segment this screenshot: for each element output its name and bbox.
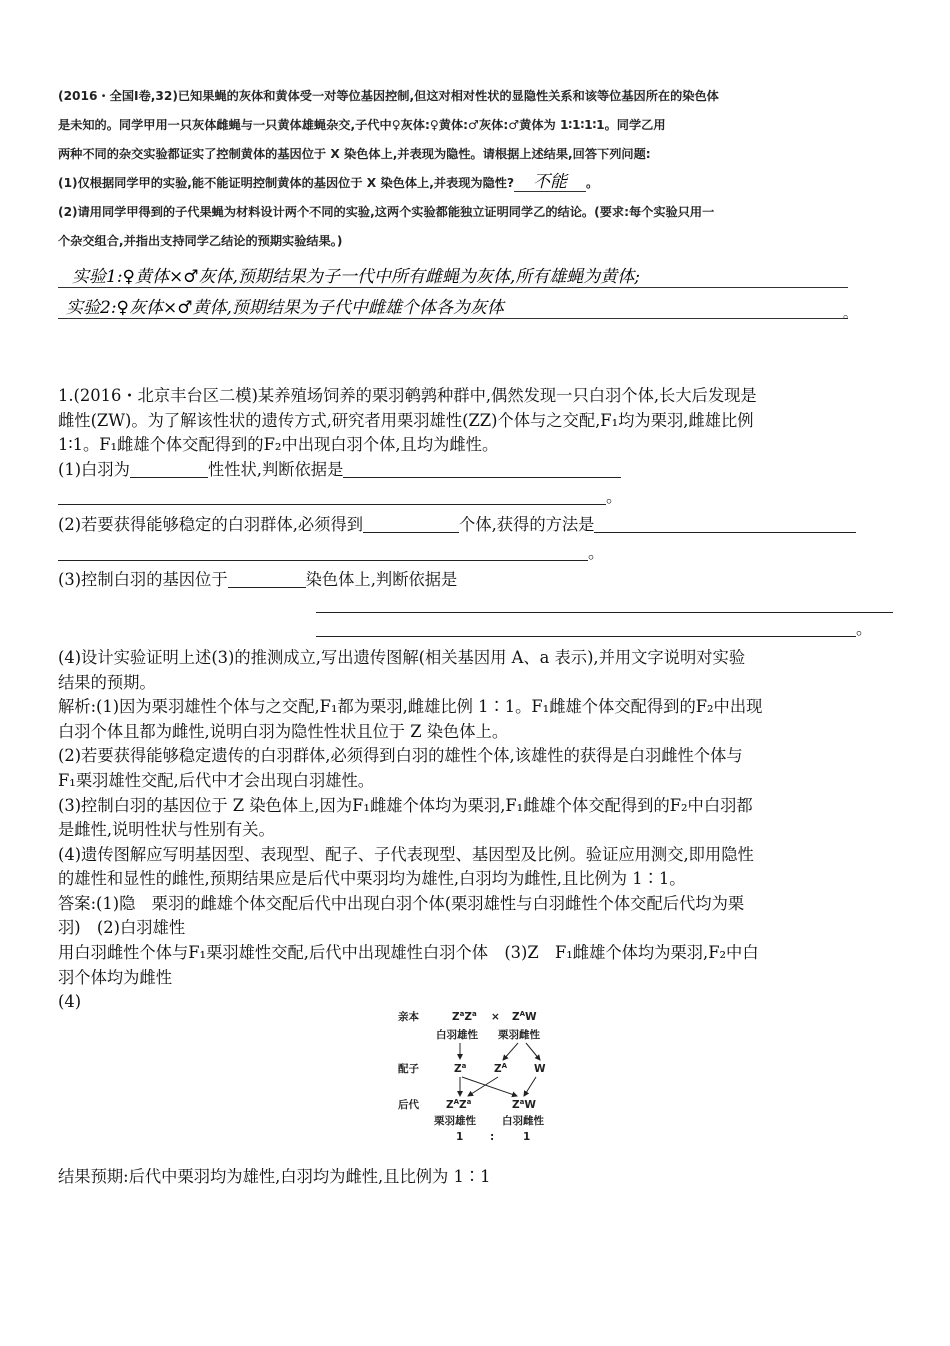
ratio-colon: : xyxy=(490,1131,495,1143)
offspring-2-phenotype: 白羽雌性 xyxy=(502,1115,544,1127)
parent-1-phenotype: 白羽雄性 xyxy=(436,1029,478,1041)
answer-3: 用白羽雌性个体与F₁栗羽雄性交配,后代中出现雄性白羽个体 (3)Z F₁雌雄个体均为栗羽,F₂中白 xyxy=(58,943,759,963)
sub-question-1: (1)白羽为 性性状,判断依据是 xyxy=(58,458,898,483)
genetic-cross-diagram xyxy=(390,1006,570,1146)
offspring-1-phenotype: 栗羽雄性 xyxy=(434,1115,476,1127)
offspring-2-genotype: $Z^aW$ xyxy=(512,1098,536,1111)
answer-4: 羽个体均为雌性 xyxy=(58,967,172,987)
blank-9[interactable] xyxy=(316,618,856,637)
scan-line-5: (2)请用同学甲得到的子代果蝇为材料设计两个不同的实验,这两个实验都能独立证明同学乙的结论。(要求:每个实验只用一 xyxy=(58,205,715,219)
sub-question-2: (2)若要获得能够稳定的白羽群体,必须得到 个体,获得的方法是 xyxy=(58,513,898,538)
scan-line-4: (1)仅根据同学甲的实验,能不能证明控制黄体的基因位于 X 染色体上,并表现为隐性? 不能 。 xyxy=(58,172,599,192)
analysis-1: 解析:(1)因为栗羽雄性个体与之交配,F₁都为栗羽,雌雄比例 1∶1。F₁雌雄个体交配得到的F₂中出现 xyxy=(58,697,763,717)
analysis-4: F₁栗羽雄性交配,后代中才会出现白羽雄性。 xyxy=(58,770,375,790)
blank-7[interactable] xyxy=(228,569,306,588)
analysis-5: (3)控制白羽的基因位于 Z 染色体上,因为F₁雌雄个体均为栗羽,F₁雌雄个体交配得到的F₂中白羽都 xyxy=(58,795,753,815)
analysis-7: (4)遗传图解应写明基因型、表现型、配子、子代表现型、基因型及比例。验证应用测交,即用隐性 xyxy=(58,844,754,864)
analysis-3: (2)若要获得能够稳定遗传的白羽群体,必须得到白羽的雄性个体,该雄性的获得是白羽雌性个体与 xyxy=(58,746,743,766)
hw-period: 。 xyxy=(843,306,857,322)
cross-symbol: × xyxy=(491,1011,500,1023)
sub-question-4: (4)设计实验证明上述(3)的推测成立,写出遗传图解(相关基因用 A、a 表示),并用文字说明对实验 xyxy=(58,647,746,667)
answer-2: 羽) (2)白羽雄性 xyxy=(58,918,186,938)
parent-2-genotype: $Z^AW$ xyxy=(512,1010,537,1023)
sub-question-3-cont2: 。 xyxy=(58,617,898,642)
result-prediction: 结果预期:后代中栗羽均为雄性,白羽均为雌性,且比例为 1∶1 xyxy=(58,1167,491,1186)
scanned-question xyxy=(58,82,858,256)
sub-question-3: (3)控制白羽的基因位于 染色体上,判断依据是 xyxy=(58,570,458,590)
blank-5[interactable] xyxy=(594,514,856,533)
scan-line-6: 个杂交组合,并指出支持同学乙结论的预期实验结果。) xyxy=(58,234,343,248)
analysis-8: 的雄性和显性的雌性,预期结果应是后代中栗羽均为雄性,白羽均为雌性,且比例为 1∶1。 xyxy=(58,869,686,889)
gamete-3: W xyxy=(534,1063,546,1075)
offspring-1-genotype: $Z^AZ^a$ xyxy=(446,1098,472,1111)
analysis-2: 白羽个体且都为雌性,说明白羽为隐性性状且位于 Z 染色体上。 xyxy=(58,721,509,741)
gamete-1: $Z^a$ xyxy=(454,1062,467,1075)
blank-3[interactable] xyxy=(58,486,606,505)
handwritten-experiment-2: 实验2:♀灰体×♂黄体,预期结果为子代中雌雄个体各为灰体 xyxy=(66,298,504,318)
blank-4[interactable] xyxy=(363,514,459,533)
gamete-label: 配子 xyxy=(398,1063,419,1075)
answer-5: (4) xyxy=(58,992,82,1012)
scan-line-3: 两种不同的杂交实验都证实了控制黄体的基因位于 X 染色体上,并表现为隐性。请根据上述结果,回答下列问题: xyxy=(58,147,651,161)
scan-line-1: (2016・全国Ⅰ卷,32)已知果蝇的灰体和黄体受一对等位基因控制,但这对相对性状的显隐性关系和该等位基因所在的染色体 xyxy=(58,89,719,103)
parent-2-phenotype: 栗羽雌性 xyxy=(498,1029,540,1041)
blank-2[interactable] xyxy=(343,459,621,478)
parent-label: 亲本 xyxy=(398,1011,419,1023)
question-2 xyxy=(58,384,898,1015)
answer-line-2 xyxy=(58,318,848,319)
blank-8[interactable] xyxy=(316,594,893,613)
handwritten-answer-1: 不能 xyxy=(514,173,586,192)
answer-1: 答案:(1)隐 栗羽的雌雄个体交配后代中出现白羽个体(栗羽雄性与白羽雌性个体交配后代均为栗 xyxy=(58,893,745,913)
sub-question-2-cont: 。 xyxy=(58,541,898,566)
intro-line-3: 1∶1。F₁雌雄个体交配得到的F₂中出现白羽个体,且均为雌性。 xyxy=(58,435,499,455)
analysis-6: 是雌性,说明性状与性别有关。 xyxy=(58,820,275,840)
sub-question-3-cont xyxy=(58,593,898,618)
ratio-right: 1 xyxy=(523,1131,531,1143)
ratio-left: 1 xyxy=(456,1131,464,1143)
answer-line-1 xyxy=(58,287,848,288)
blank-6[interactable] xyxy=(58,542,588,561)
handwritten-experiment-1: 实验1:♀黄体×♂灰体,预期结果为子一代中所有雌蝇为灰体,所有雄蝇为黄体; xyxy=(72,267,640,287)
scan-line-2: 是未知的。同学甲用一只灰体雌蝇与一只黄体雄蝇杂交,子代中♀灰体:♀黄体:♂灰体:♂黄体为 1∶1∶1∶1。同学乙用 xyxy=(58,118,666,132)
blank-1[interactable] xyxy=(130,459,208,478)
intro-line-1: 1.(2016・北京丰台区二模)某养殖场饲养的栗羽鹌鹑种群中,偶然发现一只白羽个体,长大后发现是 xyxy=(58,386,757,405)
gamete-2: $Z^A$ xyxy=(494,1062,508,1075)
offspring-label: 后代 xyxy=(398,1099,419,1111)
intro-line-2: 雌性(ZW)。为了解该性状的遗传方式,研究者用栗羽雄性(ZZ)个体与之交配,F₁均为栗羽,雌雄比例 xyxy=(58,410,754,430)
sub-question-4b: 结果的预期。 xyxy=(58,672,156,692)
parent-1-genotype: $Z^aZ^a$ xyxy=(452,1010,477,1023)
sub-question-1-cont: 。 xyxy=(58,485,898,510)
